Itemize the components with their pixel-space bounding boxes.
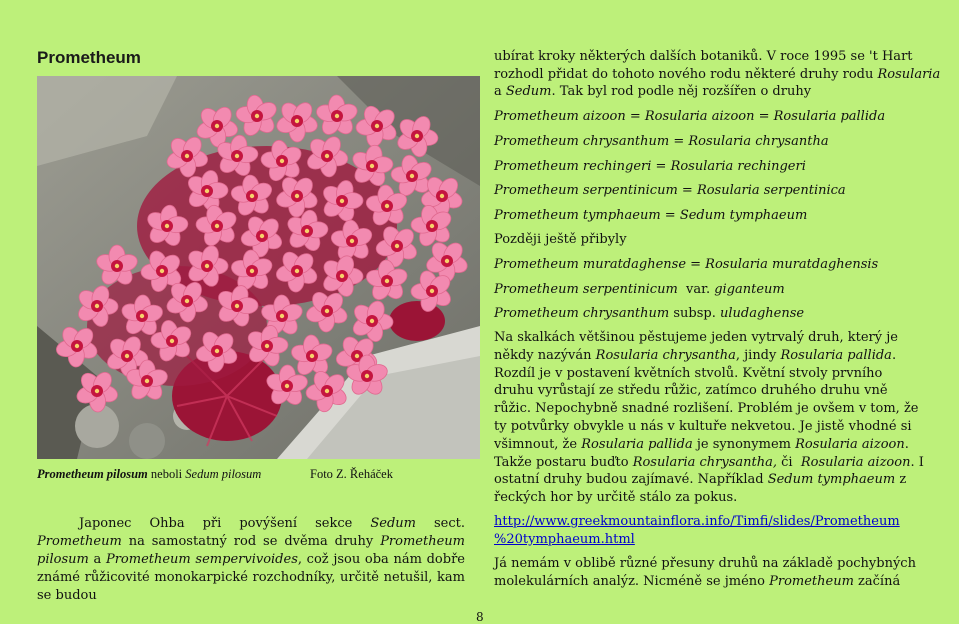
later-species-item	[494, 305, 804, 323]
source-link[interactable]: http://www.greekmountainflora.info/Timfi/slides/Prometheum	[494, 514, 900, 529]
text-run-italic: Rosularia pallida	[581, 436, 693, 452]
closing-paragraph	[494, 555, 924, 591]
text-run: z řeckých hor by určitě stálo za pokus.	[494, 472, 907, 506]
left-paragraph	[37, 515, 465, 605]
source-link-line-2	[494, 531, 635, 549]
text-run: . Rozdíl je v postavení květních stvolů. Květní stvoly prvního druhu vyrůstají ze středu růžic, zatímco druhého druhu vně růžic. Nepochybně snadné rozlišení. Problém je ovšem v tom, že ty potvůrky obvykle u nás v kultuře nekvetou. Je jistě vhodné si všimnout, že	[494, 347, 919, 452]
text-run: začíná	[853, 573, 901, 589]
species-name: Prometheum chrysanthum	[494, 306, 670, 321]
later-species-item	[494, 256, 878, 274]
text-run: je synonymem	[692, 436, 796, 452]
prometheum-pilosum-photo-image	[37, 76, 480, 459]
rank-label: var.	[677, 282, 715, 297]
intro-line-3	[494, 83, 811, 101]
synonym-item	[494, 158, 806, 176]
synonym-item	[494, 108, 885, 126]
text-run: . Takže postaru buďto	[494, 436, 909, 470]
source-link-line-1	[494, 513, 900, 531]
text-run: , jindy	[735, 347, 781, 363]
photo-caption	[37, 467, 261, 482]
source-link-continued[interactable]: %20tymphaeum.html	[494, 532, 635, 547]
text-run: a	[494, 84, 506, 99]
synonym-text: Prometheum aizoon = Rosularia aizoon = Rosularia pallida	[494, 109, 886, 124]
text-run: sect.	[415, 516, 465, 531]
text-run: . Tak byl rod podle něj rozšířen o druhy	[551, 84, 812, 99]
synonym-item	[494, 133, 829, 151]
photo-credit: Foto Z. Řeháček	[310, 467, 393, 481]
caption-synonym: Sedum pilosum	[185, 467, 262, 481]
rank-label: subsp.	[669, 306, 720, 321]
cultivation-paragraph	[494, 329, 924, 507]
text-run: Já nemám v oblibě různé přesuny druhů na základě pochybných molekulárních analýz. Nicméně se jméno	[494, 556, 916, 589]
text-run-italic: Rosularia aizoon	[795, 436, 905, 452]
text-run-italic: Rosularia	[877, 67, 941, 82]
infraspecific-name: uludaghense	[720, 306, 805, 321]
text-run: . I ostatní druhy budou zajímavé. Například	[494, 454, 924, 488]
text-run-italic: Sedum	[370, 516, 416, 531]
intro-line-2	[494, 66, 940, 84]
text-run: a	[88, 552, 106, 567]
text-run-italic: Prometheum pilosum	[37, 534, 465, 567]
species-name: Prometheum muratdaghense = Rosularia muratdaghensis	[494, 257, 879, 272]
caption-or: neboli	[147, 467, 186, 481]
text-run-italic: Rosularia aizoon	[800, 454, 911, 470]
text-run: rozhodl přidat do tohoto nového rodu některé druhy rodu	[494, 67, 878, 82]
text-run: Na skalkách většinou pěstujeme jeden vytrvalý druh, který je někdy nazýván	[494, 330, 898, 363]
later-label: Později ještě přibyly	[494, 232, 627, 247]
text-run-italic: Rosularia chrysantha,	[632, 454, 777, 470]
text-run-italic: Prometheum	[769, 573, 854, 589]
intro-line-1: ubírat kroky některých dalších botaniků. V roce 1995 se 't Hart	[494, 49, 913, 64]
text-run-italic: Prometheum	[37, 534, 122, 549]
text-run: či	[777, 454, 801, 470]
synonym-text: Prometheum serpentinicum = Rosularia serpentinica	[494, 183, 846, 198]
text-run: Japonec Ohba při povýšení sekce	[79, 516, 371, 531]
page-number: 8	[476, 610, 484, 624]
synonym-text: Prometheum chrysanthum = Rosularia chrysantha	[494, 134, 829, 149]
text-run: na samostatný rod se dvěma druhy	[121, 534, 381, 549]
synonym-item	[494, 182, 846, 200]
synonym-text: Prometheum tymphaeum = Sedum tymphaeum	[494, 208, 808, 223]
infraspecific-name: giganteum	[714, 282, 785, 297]
page-title: Prometheum	[37, 48, 141, 67]
species-name: Prometheum serpentinicum	[494, 282, 678, 297]
text-run-italic: Sedum	[505, 84, 552, 99]
caption-species: Prometheum pilosum	[37, 467, 148, 481]
text-run-italic: Rosularia pallida	[780, 347, 892, 363]
synonym-item	[494, 207, 807, 225]
later-species-item	[494, 281, 785, 299]
text-run-italic: Sedum tymphaeum	[767, 472, 896, 488]
plant-photo	[37, 76, 480, 459]
text-run-italic: Rosularia chrysantha	[595, 347, 736, 363]
text-run: , což jsou oba nám dobře známé růžicovité monokarpické rozchodníky, určitě netušil, kam se budou	[37, 552, 465, 603]
synonym-text: Prometheum rechingeri = Rosularia rechingeri	[494, 159, 806, 174]
text-run-italic: Prometheum sempervivoides	[105, 552, 298, 567]
